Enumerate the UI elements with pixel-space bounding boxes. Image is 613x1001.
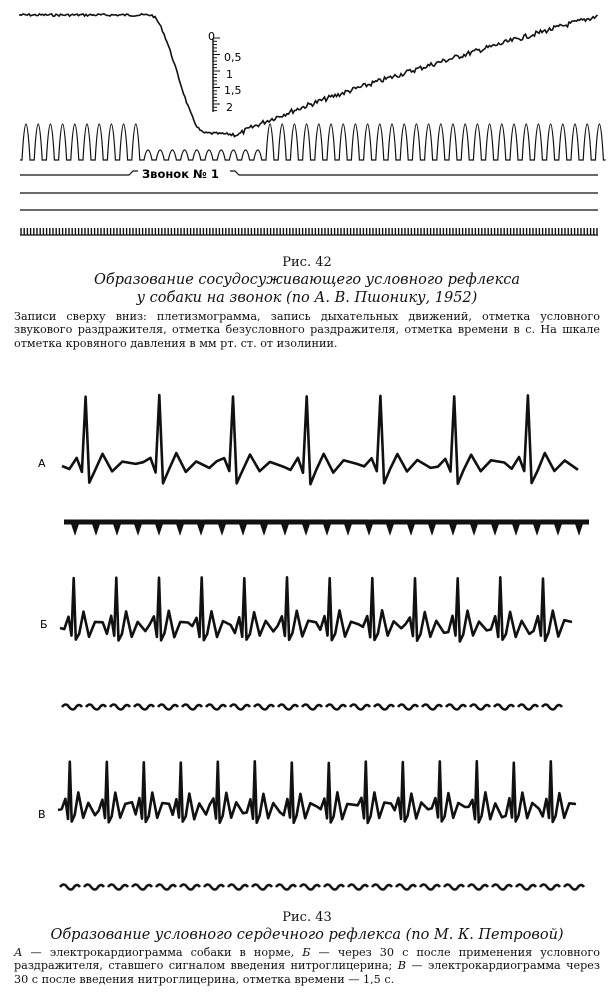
ecg-trace-a	[62, 395, 578, 484]
plethysmogram-trace	[20, 14, 598, 137]
caption-text-a: — электрокардиограмма собаки в норме,	[22, 946, 303, 959]
trace-label-v: В	[38, 808, 46, 821]
respiration-trace	[20, 124, 606, 160]
time-mark-a	[64, 522, 589, 528]
ecg-trace-v	[58, 761, 576, 823]
caption-letter-b: Б	[302, 946, 311, 959]
trace-label-b: Б	[40, 618, 48, 631]
figure-42-description: Записи сверху вниз: плетизмограмма, запись дыхательных движений, отметка условного звукового раздражителя, отметка безусловного раздражителя, отметка времени в с. На шкале отметка кровяного давления в мм рт. ст. от изолинии.	[14, 310, 600, 350]
figure-42-title-line-2: у собаки на звонок (по А. В. Пшонику, 1952)	[136, 290, 478, 306]
caption-text-b: — через 30 с после применения условного раздражителя, ставшего сигналом введения нитроглицерина;	[14, 946, 600, 973]
scale-tick-1: 1	[226, 68, 233, 81]
scale-tick-1-5: 1,5	[224, 84, 242, 97]
figure-43-description	[14, 946, 600, 986]
time-marks	[21, 228, 597, 235]
pressure-scale	[208, 30, 242, 114]
time-mark-b	[62, 705, 562, 710]
scale-tick-0-5: 0,5	[224, 51, 242, 64]
caption-text-v: — электрокардиограмма через 30 с после введения нитроглицерина, отметка времени — 1,5 с.	[14, 959, 601, 986]
figure-43-caption	[14, 910, 600, 986]
caption-letter-a: А	[14, 946, 23, 959]
stimulus-mark-line	[20, 171, 598, 175]
scale-tick-0: 0	[208, 30, 215, 43]
figure-43-number: Рис. 43	[282, 910, 332, 925]
caption-letter-v: В	[397, 959, 406, 973]
figure-42-title-line-1: Образование сосудосуживающего условного рефлекса	[93, 272, 521, 288]
figure-43-title: Образование условного сердечного рефлекса (по М. К. Петровой)	[50, 927, 564, 943]
stimulus-label: Звонок № 1	[142, 167, 219, 181]
figure-42-number: Рис. 42	[282, 255, 332, 270]
ecg-trace-b	[60, 577, 572, 641]
scale-tick-2: 2	[226, 101, 233, 114]
figure-42-caption	[14, 255, 600, 350]
figure-43-graphic	[0, 370, 613, 930]
trace-label-a: А	[38, 457, 46, 470]
figure-42-graphic	[0, 0, 613, 250]
time-mark-v	[60, 885, 584, 890]
